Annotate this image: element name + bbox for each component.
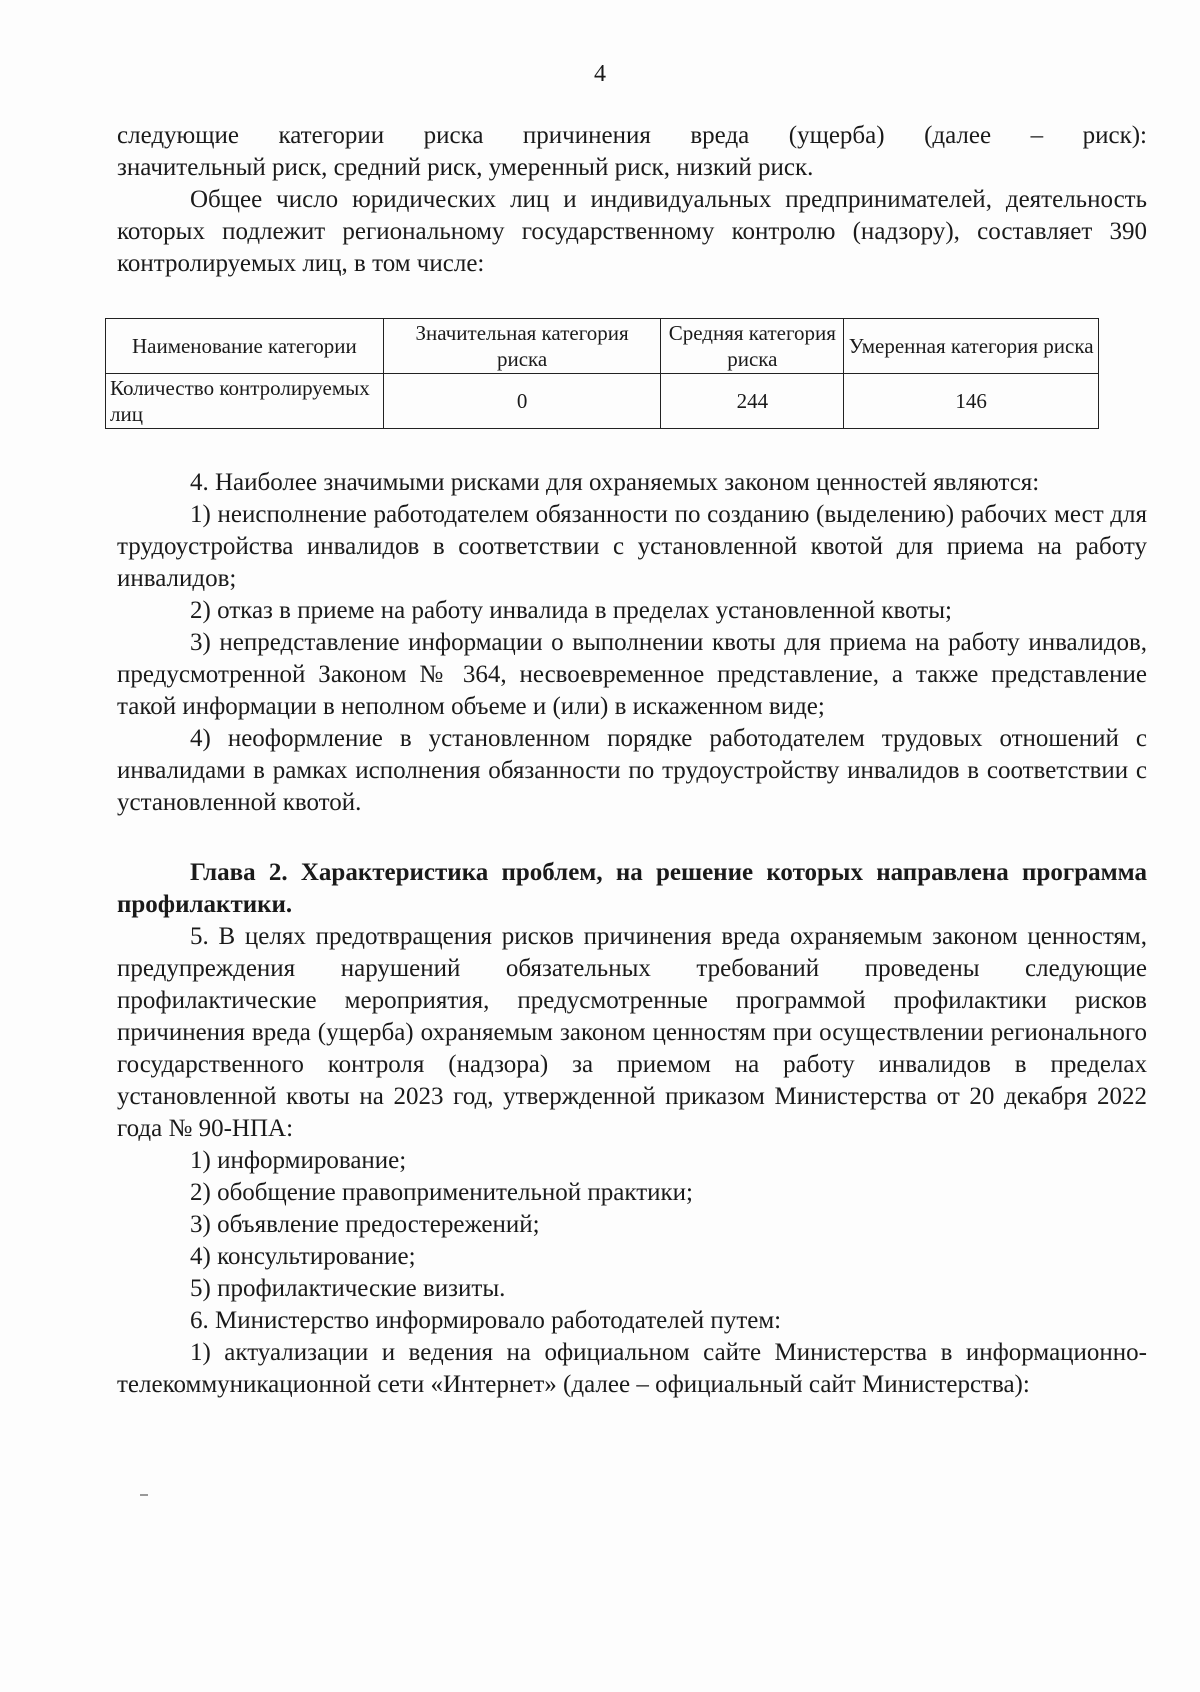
- scan-artifact: [140, 1494, 148, 1496]
- intro-line-2: значительный риск, средний риск, умеренный риск, низкий риск.: [117, 154, 814, 181]
- table-header-cell: Умеренная категория риска: [844, 319, 1099, 374]
- total-paragraph: Общее число юридических лиц и индивидуальных предпринимателей, деятельность которых подлежит региональному государственному контролю (надзору), составляет 390 контролируемых лиц, в том числе:: [117, 186, 1147, 277]
- risk-category-table: [105, 318, 1099, 429]
- section-4-intro: 4. Наиболее значимыми рисками для охраняемых законом ценностей являются:: [190, 469, 1040, 496]
- section-6-intro: 6. Министерство информировало работодателей путем:: [190, 1307, 782, 1334]
- list-item: 1) информирование;: [190, 1147, 407, 1174]
- list-item: 1) актуализации и ведения на официальном сайте Министерства в информационно-телекоммуникационной сети «Интернет» (далее – официальный сайт Министерства):: [117, 1339, 1147, 1398]
- page-number: 4: [594, 61, 606, 87]
- list-item: 3) непредставление информации о выполнении квоты для приема на работу инвалидов, предусмотренной Законом № 364, несвоевременное представление, а также представление такой информации в неполном объеме и (или) в искаженном виде;: [117, 629, 1147, 720]
- table-header-row: [106, 319, 1099, 374]
- document-body: [110, 120, 1147, 1401]
- section-5-intro: 5. В целях предотвращения рисков причинения вреда охраняемым законом ценностям, предупреждения нарушений обязательных требований проведены следующие профилактические мероприятия, предусмотренные программой профилактики рисков причинения вреда (ущерба) охраняемым законом ценностям при осуществлении регионального государственного контроля (надзора) за приемом на работу инвалидов в пределах установленной квоты на 2023 год, утвержденной приказом Министерства от 20 декабря 2022 года № 90-НПА:: [117, 923, 1147, 1142]
- table-cell: 244: [661, 374, 844, 429]
- table-header-cell: Наименование категории: [106, 319, 384, 374]
- list-item: 1) неисполнение работодателем обязанности по созданию (выделению) рабочих мест для трудоустройства инвалидов в соответствии с установленной квотой для приема на работу инвалидов;: [117, 501, 1147, 592]
- table-row-label: Количество контролируемых лиц: [106, 374, 384, 429]
- intro-line-1: следующие категории риска причинения вреда (ущерба) (далее – риск):: [117, 122, 1147, 149]
- table-header-cell: Значительная категория риска: [383, 319, 661, 374]
- list-item: 4) консультирование;: [190, 1243, 416, 1270]
- chapter-2-heading: Глава 2. Характеристика проблем, на решение которых направлена программа профилактики.: [117, 859, 1147, 918]
- table-header-cell: Средняя категория риска: [661, 319, 844, 374]
- table-cell: 0: [383, 374, 661, 429]
- list-item: 5) профилактические визиты.: [190, 1275, 506, 1302]
- table-cell: 146: [844, 374, 1099, 429]
- list-item: 3) объявление предостережений;: [190, 1211, 540, 1238]
- list-item: 4) неоформление в установленном порядке работодателем трудовых отношений с инвалидами в рамках исполнения обязанности по трудоустройству инвалидов в соответствии с установленной квотой.: [117, 725, 1147, 816]
- spacer: [117, 429, 1147, 467]
- table-row: [106, 374, 1099, 429]
- list-item: 2) обобщение правоприменительной практики;: [190, 1179, 693, 1206]
- list-item: 2) отказ в приеме на работу инвалида в пределах установленной квоты;: [190, 597, 952, 624]
